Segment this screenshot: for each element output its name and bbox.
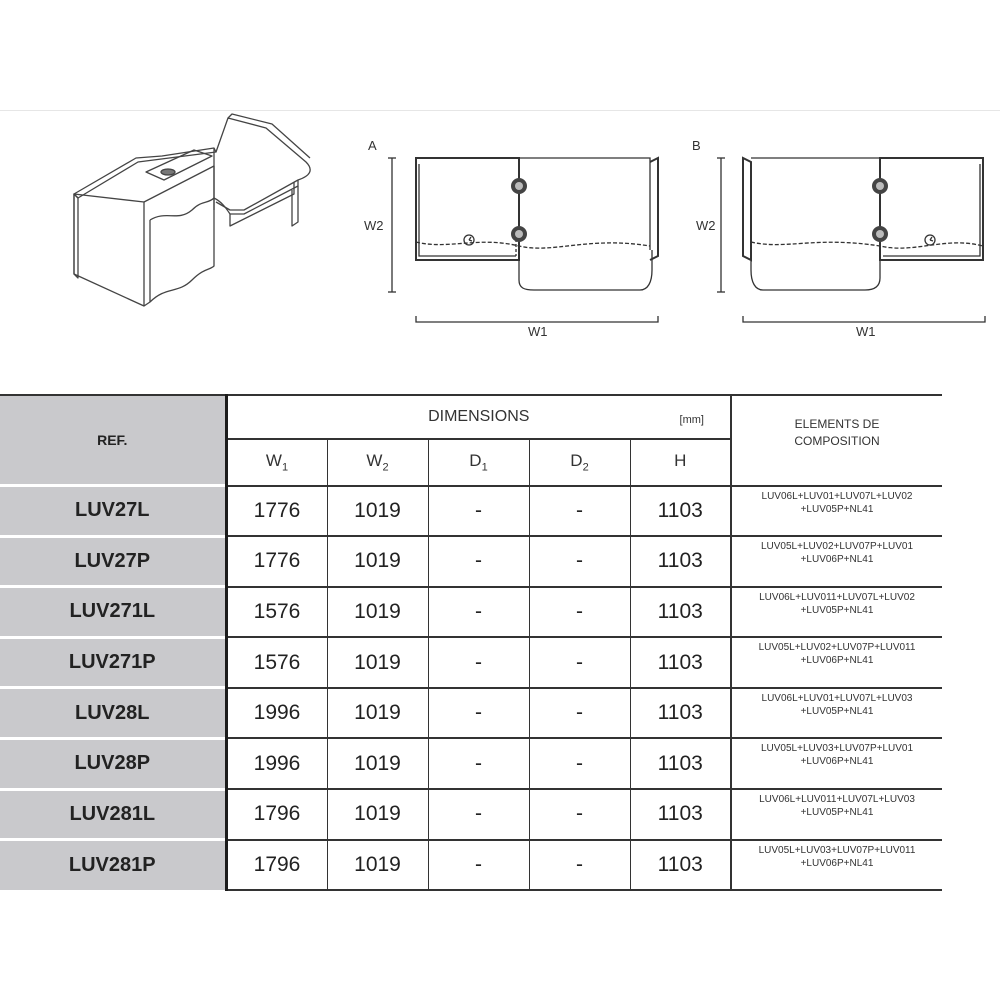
cell-w1: 1796: [226, 840, 327, 891]
elements-header: [731, 395, 942, 486]
cell-d2: -: [529, 486, 630, 537]
elements-line2: +LUV05P+NL41: [800, 604, 874, 616]
cell-d1: -: [428, 536, 529, 587]
elements-header-line2: COMPOSITION: [794, 434, 880, 448]
table-row: [0, 688, 942, 739]
column-header-subscript: 2: [382, 461, 389, 474]
cell-d1: -: [428, 840, 529, 891]
cell-d1: -: [428, 587, 529, 638]
elements-line2: +LUV05P+NL41: [800, 503, 874, 515]
elements-line2: +LUV05P+NL41: [800, 807, 874, 819]
column-header-base: D: [570, 451, 583, 471]
cell-w2: 1019: [327, 840, 428, 891]
plan-b-drawing: [715, 150, 995, 325]
column-header-base: D: [469, 451, 482, 471]
ref-cell: LUV27L: [0, 486, 226, 537]
unit-label: [mm]: [679, 414, 704, 426]
cell-d2: -: [529, 587, 630, 638]
cell-h: 1103: [630, 688, 731, 739]
cell-h: 1103: [630, 637, 731, 688]
desk-isometric-drawing: [66, 110, 326, 310]
column-header: [226, 439, 327, 485]
cell-w2: 1019: [327, 637, 428, 688]
cell-d1: -: [428, 688, 529, 739]
elements-line2: +LUV06P+NL41: [800, 655, 874, 667]
plan-b-label: B: [692, 138, 701, 153]
column-header: [327, 439, 428, 485]
ref-cell: LUV28P: [0, 738, 226, 789]
table-row: [0, 486, 942, 537]
table-row: [0, 587, 942, 638]
ref-cell: LUV28L: [0, 688, 226, 739]
cell-d2: -: [529, 536, 630, 587]
dimensions-title: DIMENSIONS: [428, 408, 530, 426]
cell-h: 1103: [630, 789, 731, 840]
ref-cell: LUV281P: [0, 840, 226, 891]
cell-w2: 1019: [327, 738, 428, 789]
cell-d2: -: [529, 789, 630, 840]
elements-line1: LUV06L+LUV01+LUV07L+LUV02: [761, 490, 913, 502]
cell-h: 1103: [630, 738, 731, 789]
elements-line1: LUV05L+LUV02+LUV07P+LUV01: [760, 541, 914, 553]
elements-line1: LUV06L+LUV01+LUV07L+LUV03: [761, 692, 913, 704]
ref-cell: LUV271P: [0, 637, 226, 688]
elements-line2: +LUV06P+NL41: [800, 756, 874, 768]
elements-cell: [731, 789, 942, 840]
ref-cell: LUV27P: [0, 536, 226, 587]
cell-d2: -: [529, 688, 630, 739]
cell-d1: -: [428, 637, 529, 688]
elements-line1: LUV06L+LUV011+LUV07L+LUV02: [759, 591, 915, 603]
table-row: [0, 840, 942, 891]
elements-cell: [731, 840, 942, 891]
cell-d2: -: [529, 738, 630, 789]
ref-cell: LUV271L: [0, 587, 226, 638]
plan-a-w2-label: W2: [364, 218, 384, 233]
table-row: [0, 789, 942, 840]
cell-h: 1103: [630, 486, 731, 537]
elements-cell: [731, 486, 942, 537]
plan-a-drawing: [388, 150, 668, 325]
elements-cell: [731, 536, 942, 587]
column-header: [630, 439, 731, 485]
cell-w1: 1996: [226, 688, 327, 739]
column-header: [529, 439, 630, 485]
cell-h: 1103: [630, 840, 731, 891]
cell-w1: 1996: [226, 738, 327, 789]
ref-cell: LUV281L: [0, 789, 226, 840]
column-header-subscript: 1: [481, 461, 488, 474]
elements-line2: +LUV06P+NL41: [800, 554, 874, 566]
elements-cell: [731, 637, 942, 688]
elements-cell: [731, 587, 942, 638]
dimensions-header: [226, 395, 731, 439]
cell-h: 1103: [630, 536, 731, 587]
plan-b-w1-label: W1: [856, 324, 876, 339]
elements-line1: LUV06L+LUV011+LUV07L+LUV03: [759, 794, 915, 806]
cell-w2: 1019: [327, 536, 428, 587]
dimensions-table: [0, 394, 942, 891]
column-header: [428, 439, 529, 485]
plan-b-w2-label: W2: [696, 218, 716, 233]
cell-w1: 1796: [226, 789, 327, 840]
cell-w1: 1776: [226, 536, 327, 587]
cell-d2: -: [529, 840, 630, 891]
cell-w2: 1019: [327, 789, 428, 840]
column-header-base: W: [265, 451, 282, 471]
elements-cell: [731, 688, 942, 739]
elements-line1: LUV05L+LUV02+LUV07P+LUV011: [758, 642, 916, 654]
cell-d1: -: [428, 789, 529, 840]
cell-w2: 1019: [327, 587, 428, 638]
column-header-base: H: [674, 451, 687, 471]
column-header-subscript: 2: [582, 461, 589, 474]
cell-d1: -: [428, 486, 529, 537]
elements-header-line1: ELEMENTS DE: [794, 417, 880, 431]
cell-d1: -: [428, 738, 529, 789]
plan-a-label: A: [368, 138, 377, 153]
elements-line1: LUV05L+LUV03+LUV07P+LUV011: [758, 844, 916, 856]
table-row: [0, 637, 942, 688]
elements-line2: +LUV05P+NL41: [800, 705, 874, 717]
column-header-base: W: [366, 451, 383, 471]
cell-d2: -: [529, 637, 630, 688]
elements-line1: LUV05L+LUV03+LUV07P+LUV01: [760, 743, 914, 755]
ref-header: REF.: [0, 395, 226, 486]
table-row: [0, 536, 942, 587]
cell-h: 1103: [630, 587, 731, 638]
elements-line2: +LUV06P+NL41: [800, 857, 874, 869]
plan-a-w1-label: W1: [528, 324, 548, 339]
cell-w2: 1019: [327, 486, 428, 537]
cell-w2: 1019: [327, 688, 428, 739]
cell-w1: 1776: [226, 486, 327, 537]
table-row: [0, 738, 942, 789]
elements-cell: [731, 738, 942, 789]
cell-w1: 1576: [226, 587, 327, 638]
cell-w1: 1576: [226, 637, 327, 688]
column-header-subscript: 1: [281, 461, 289, 474]
